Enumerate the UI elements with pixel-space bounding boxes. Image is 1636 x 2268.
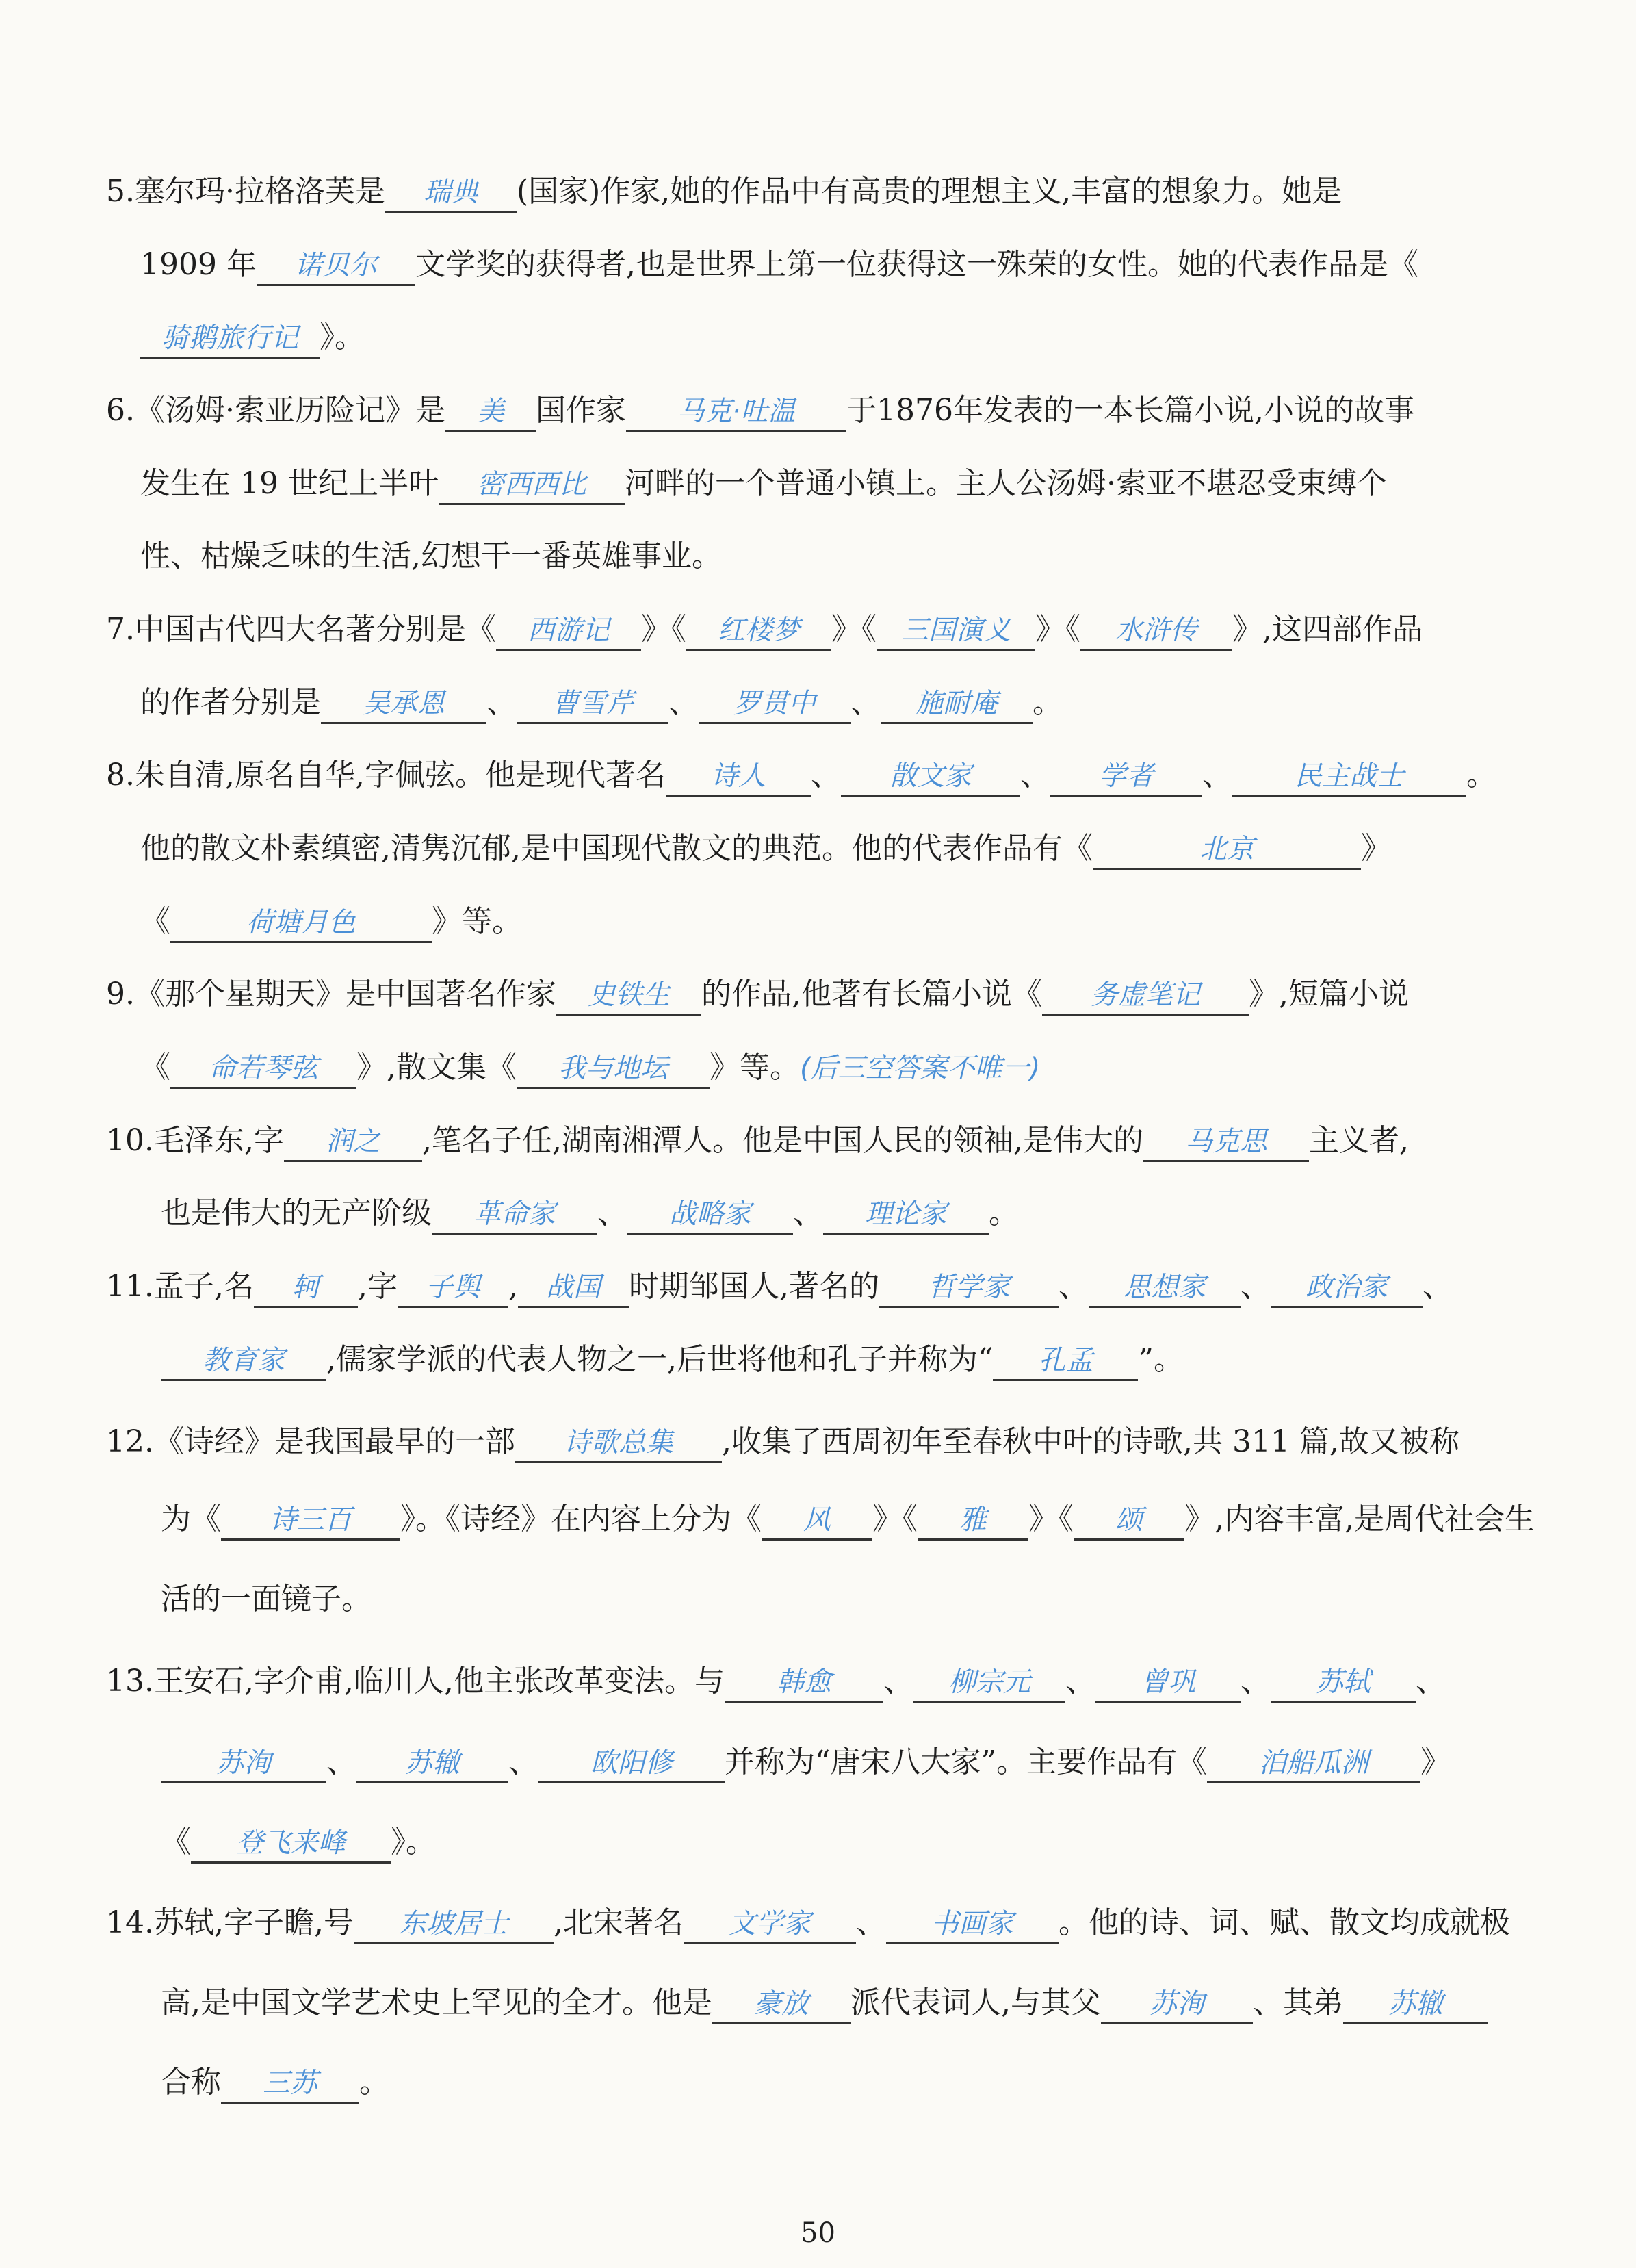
q12-text: 》。《诗经》在内容上分为《 — [400, 1502, 762, 1536]
q10-text: 主义者, — [1308, 1123, 1409, 1158]
q8-answer-6: 荷塘月色 — [170, 904, 432, 943]
q8-separator: 、 — [810, 758, 841, 792]
q8-separator: 、 — [1020, 758, 1050, 792]
q10-text: 毛泽东,字 — [153, 1123, 284, 1158]
q8-line-2 — [140, 828, 1391, 870]
q12-answer-2: 诗三百 — [221, 1502, 400, 1541]
q13-number: 13. — [106, 1664, 154, 1699]
q12-text: ,收集了西周初年至春秋中叶的诗歌,共 311 篇,故又被称 — [721, 1424, 1459, 1459]
q5-line-3 — [140, 317, 365, 359]
q13-answer-1: 韩愈 — [725, 1664, 883, 1703]
q5-number: 5. — [106, 174, 135, 209]
q10-answer-4: 战略家 — [627, 1196, 793, 1235]
q12-line-1 — [106, 1421, 1459, 1463]
q14-line-2 — [161, 1983, 1488, 2024]
q9-text: 《 — [140, 1050, 170, 1085]
q7-answer-1: 西游记 — [496, 612, 641, 651]
q8-text: 《 — [140, 904, 170, 939]
q14-text: 。 — [359, 2065, 389, 2100]
q5-text: 文学奖的获得者,也是世界上第一位获得这一殊荣的女性。她的代表作品是《 — [415, 247, 1418, 282]
q11-text: ,字 — [357, 1269, 398, 1304]
q12-text: 》,内容丰富,是周代社会生 — [1184, 1502, 1535, 1536]
q9-text: 》,散文集《 — [356, 1050, 517, 1085]
q7-separator: 》《 — [1035, 612, 1080, 647]
q11-number: 11. — [106, 1269, 154, 1304]
q8-answer-3: 学者 — [1050, 758, 1202, 797]
q11-separator: 、 — [1240, 1269, 1271, 1304]
q8-line-1 — [106, 755, 1496, 797]
q13-separator: 、 — [326, 1744, 356, 1779]
q13-text: 王安石,字介甫,临川人,他主张改革变法。与 — [153, 1664, 725, 1699]
q11-separator: 、 — [1058, 1269, 1089, 1304]
q9-answer-4: 我与地坛 — [517, 1050, 710, 1089]
q13-separator: 、 — [1065, 1664, 1095, 1699]
q5-answer-2: 诺贝尔 — [257, 247, 415, 286]
q9-text: 》等。 — [710, 1050, 800, 1085]
q13-answer-7: 欧阳修 — [538, 1744, 725, 1783]
q11-answer-7: 教育家 — [161, 1342, 326, 1381]
q9-answer-3: 命若琴弦 — [170, 1050, 356, 1089]
q6-answer-3: 密西西比 — [439, 466, 625, 505]
q11-text: ,儒家学派的代表人物之一,后世将他和孔子并称为“ — [326, 1342, 994, 1377]
q8-line-3 — [140, 901, 522, 943]
q6-line-1 — [106, 390, 1414, 432]
q13-separator: 、 — [1240, 1664, 1271, 1699]
q9-line-2 — [140, 1047, 1040, 1089]
q13-text: 》 — [1420, 1744, 1451, 1779]
q12-text: 《诗经》是我国最早的一部 — [153, 1424, 515, 1459]
q6-text: 国作家 — [535, 393, 626, 428]
q13-text: 并称为“唐宋八大家”。主要作品有《 — [725, 1744, 1207, 1779]
q14-text: 。他的诗、词、赋、散文均成就极 — [1058, 1905, 1510, 1940]
q13-separator: 、 — [508, 1744, 538, 1779]
q7-text: 中国古代四大名著分别是《 — [134, 612, 496, 647]
q7-line-1 — [106, 609, 1423, 651]
q10-separator: 、 — [793, 1196, 823, 1230]
q13-separator: 、 — [883, 1664, 913, 1699]
q7-separator: 、 — [486, 685, 517, 720]
q5-text: 1909 年 — [140, 247, 257, 282]
q9-answer-2: 务虚笔记 — [1042, 977, 1249, 1016]
q12-answer-4: 雅 — [918, 1502, 1028, 1541]
q11-answer-1: 轲 — [254, 1269, 358, 1308]
q13-answer-8: 泊船瓜洲 — [1207, 1744, 1420, 1783]
q9-answer-1: 史铁生 — [556, 977, 701, 1016]
q7-number: 7. — [106, 612, 135, 647]
q11-text: ”。 — [1138, 1342, 1184, 1377]
q8-separator: 、 — [1202, 758, 1232, 792]
q12-number: 12. — [106, 1424, 154, 1459]
q12-line-2 — [161, 1499, 1535, 1541]
q7-separator: 、 — [851, 685, 881, 720]
q8-answer-5: 北京 — [1093, 831, 1361, 870]
q10-text: ,笔名子任,湖南湘潭人。他是中国人民的领袖,是伟大的 — [421, 1123, 1143, 1158]
q10-separator: 、 — [597, 1196, 627, 1230]
q6-answer-2: 马克·吐温 — [626, 393, 846, 432]
q12-text: 为《 — [161, 1502, 221, 1536]
q7-answer-7: 罗贯中 — [699, 685, 851, 724]
q14-answer-4: 豪放 — [712, 1985, 851, 2024]
q13-answer-2: 柳宗元 — [913, 1664, 1065, 1703]
page-number: 50 — [801, 2217, 835, 2249]
q14-answer-1: 东坡居士 — [354, 1905, 554, 1944]
q7-answer-4: 水浒传 — [1080, 612, 1232, 651]
q11-answer-6: 政治家 — [1271, 1269, 1423, 1308]
q14-line-1 — [106, 1903, 1510, 1944]
q13-line-2 — [161, 1742, 1451, 1783]
q11-text: 孟子,名 — [153, 1269, 254, 1304]
q10-line-1 — [106, 1120, 1409, 1162]
q11-answer-5: 思想家 — [1089, 1269, 1241, 1308]
q5-text: 》。 — [320, 320, 365, 355]
q7-answer-3: 三国演义 — [877, 612, 1035, 651]
q10-answer-1: 润之 — [284, 1123, 422, 1162]
q12-answer-3: 风 — [762, 1502, 872, 1541]
q12-text: 活的一面镜子。 — [161, 1582, 372, 1616]
q7-answer-2: 红楼梦 — [686, 612, 831, 651]
q5-answer-3: 骑鹅旅行记 — [140, 320, 320, 359]
q6-answer-1: 美 — [445, 393, 536, 432]
q13-answer-4: 苏轼 — [1271, 1664, 1416, 1703]
q10-answer-5: 理论家 — [823, 1196, 989, 1235]
q7-separator: 》《 — [640, 612, 686, 647]
q13-separator: 、 — [1415, 1664, 1446, 1699]
q13-answer-5: 苏洵 — [161, 1744, 326, 1783]
q5-line-1 — [106, 171, 1342, 213]
q7-separator: 、 — [668, 685, 699, 720]
q14-text: 合称 — [161, 2065, 221, 2100]
q10-answer-2: 马克思 — [1143, 1123, 1309, 1162]
q13-text: 《 — [161, 1825, 191, 1859]
q8-number: 8. — [106, 758, 135, 792]
q6-text: 河畔的一个普通小镇上。主人公汤姆·索亚不堪忍受束缚个 — [624, 466, 1387, 501]
q7-text: 。 — [1033, 685, 1063, 720]
q8-text: 》 — [1360, 831, 1391, 866]
q5-text: (国家)作家,她的作品中有高贵的理想主义,丰富的想象力。她是 — [516, 174, 1342, 209]
q11-answer-8: 孔孟 — [993, 1342, 1138, 1381]
q11-separator: 、 — [1422, 1269, 1453, 1304]
q8-text: 朱自清,原名自华,字佩弦。他是现代著名 — [134, 758, 666, 792]
q8-answer-1: 诗人 — [666, 758, 811, 797]
q11-line-2 — [161, 1339, 1184, 1381]
q6-line-3 — [140, 536, 722, 577]
q12-answer-1: 诗歌总集 — [515, 1424, 722, 1463]
q9-line-1 — [106, 974, 1409, 1016]
q8-text: 。 — [1466, 758, 1496, 792]
q7-answer-6: 曹雪芹 — [517, 685, 668, 724]
q7-answer-5: 吴承恩 — [321, 685, 486, 724]
q14-text: 高,是中国文学艺术史上罕见的全才。他是 — [161, 1985, 712, 2020]
q14-answer-3: 书画家 — [886, 1905, 1059, 1944]
q8-answer-2: 散文家 — [841, 758, 1020, 797]
q9-note: (后三空答案不唯一) — [800, 1053, 1041, 1084]
q7-answer-8: 施耐庵 — [881, 685, 1033, 724]
q14-text: 苏轼,字子瞻,号 — [153, 1905, 354, 1940]
q14-number: 14. — [106, 1905, 154, 1940]
q14-text: ,北宋著名 — [553, 1905, 684, 1940]
q5-line-2 — [140, 244, 1418, 286]
q8-text: 》等。 — [432, 904, 522, 939]
q11-line-1 — [106, 1266, 1453, 1308]
q13-answer-3: 曾巩 — [1095, 1664, 1241, 1703]
q8-text: 他的散文朴素缜密,清隽沉郁,是中国现代散文的典范。他的代表作品有《 — [140, 831, 1093, 866]
q13-line-3 — [161, 1822, 436, 1864]
q7-text: 》,这四部作品 — [1232, 612, 1423, 647]
q10-line-2 — [161, 1193, 1019, 1235]
q10-number: 10. — [106, 1123, 154, 1158]
q13-text: 》。 — [391, 1825, 436, 1859]
q6-number: 6. — [106, 393, 135, 428]
q9-number: 9. — [106, 977, 135, 1011]
q7-separator: 》《 — [831, 612, 877, 647]
q10-answer-3: 革命家 — [432, 1196, 597, 1235]
q11-answer-3: 战国 — [518, 1269, 629, 1308]
q10-text: 也是伟大的无产阶级 — [161, 1196, 432, 1230]
q11-text: 时期邹国人,著名的 — [628, 1269, 879, 1304]
q12-separator: 》《 — [1028, 1502, 1074, 1536]
q14-text: 、其弟 — [1253, 1985, 1343, 2020]
q14-text: 派代表词人,与其父 — [851, 1985, 1101, 2020]
q11-answer-4: 哲学家 — [879, 1269, 1059, 1308]
q8-answer-4: 民主战士 — [1232, 758, 1466, 797]
q14-line-3 — [161, 2062, 389, 2104]
q11-text: , — [508, 1269, 518, 1304]
q14-answer-5: 苏洵 — [1101, 1985, 1253, 2024]
q13-line-1 — [106, 1661, 1446, 1703]
q12-answer-5: 颂 — [1074, 1502, 1184, 1541]
q13-answer-6: 苏辙 — [356, 1744, 508, 1783]
q6-text: 性、枯燥乏味的生活,幻想干一番英雄事业。 — [140, 539, 722, 574]
q6-text: 发生在 19 世纪上半叶 — [140, 466, 439, 501]
q12-separator: 》《 — [872, 1502, 918, 1536]
q9-text: 的作品,他著有长篇小说《 — [701, 977, 1042, 1011]
q10-text: 。 — [989, 1196, 1019, 1230]
q14-separator: 、 — [855, 1905, 886, 1940]
q6-text: 于1876年发表的一本长篇小说,小说的故事 — [846, 393, 1414, 428]
q5-answer-1: 瑞典 — [385, 174, 517, 213]
q13-answer-9: 登飞来峰 — [191, 1825, 391, 1864]
q9-text: 《那个星期天》是中国著名作家 — [134, 977, 556, 1011]
q14-answer-6: 苏辙 — [1343, 1985, 1488, 2024]
q7-line-2 — [140, 682, 1063, 724]
q9-text: 》,短篇小说 — [1248, 977, 1409, 1011]
q6-line-2 — [140, 463, 1387, 505]
q14-answer-2: 文学家 — [684, 1905, 856, 1944]
q14-answer-7: 三苏 — [221, 2065, 359, 2104]
q5-text: 塞尔玛·拉格洛芙是 — [134, 174, 385, 209]
q7-text: 的作者分别是 — [140, 685, 321, 720]
q12-line-3 — [161, 1579, 372, 1620]
q11-answer-2: 子舆 — [398, 1269, 508, 1308]
q6-text: 《汤姆·索亚历险记》是 — [134, 393, 445, 428]
